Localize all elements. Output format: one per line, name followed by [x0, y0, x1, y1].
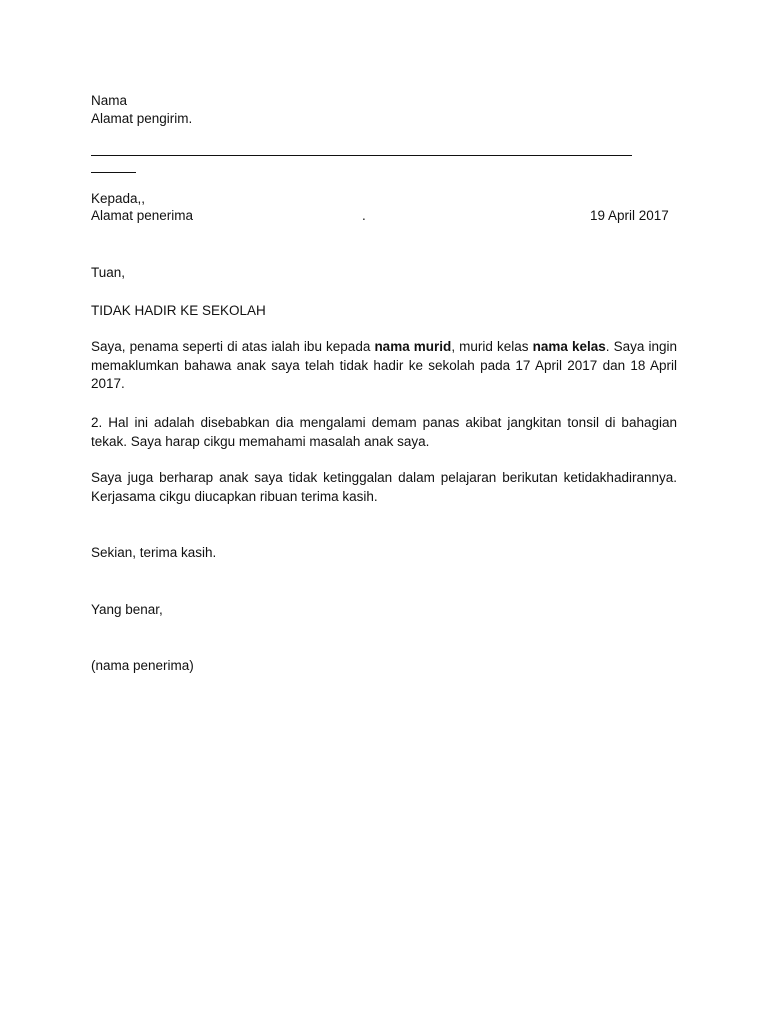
- paragraph-1: [91, 338, 677, 394]
- paragraph-1-part-2: , murid kelas: [451, 339, 533, 354]
- paragraph-2-text: 2. Hal ini adalah disebabkan dia mengalami demam panas akibat jangkitan tonsil di bahagian tekak. Saya harap cikgu memahami masalah anak saya.: [91, 415, 677, 449]
- class-name: nama kelas: [532, 339, 606, 354]
- sender-address: Alamat pengirim.: [91, 111, 193, 126]
- paragraph-3-text: Saya juga berharap anak saya tidak ketinggalan dalam pelajaran berikutan ketidakhadirannya. Kerjasama cikgu diucapkan ribuan terima kasih.: [91, 470, 677, 504]
- sender-name: Nama: [91, 93, 128, 108]
- recipient-address: Alamat penerima: [91, 208, 194, 223]
- recipient-to: Kepada,,: [91, 191, 146, 206]
- paragraph-1-part-3: . Saya ingin memaklumkan bahawa anak saya telah tidak hadir ke sekolah pada 17 April 2017 dan 18 April 2017.: [91, 339, 678, 391]
- subject-line: TIDAK HADIR KE SEKOLAH: [91, 303, 266, 318]
- address-rule-short: [91, 172, 136, 173]
- letter-date: 19 April 2017: [590, 208, 669, 223]
- address-rule-long: [91, 155, 632, 156]
- signoff-line: Yang benar,: [91, 602, 163, 617]
- signature-name: (nama penerima): [91, 658, 194, 673]
- recipient-separator: .: [362, 208, 366, 223]
- salutation: Tuan,: [91, 265, 126, 280]
- paragraph-3: [91, 469, 677, 506]
- paragraph-2: [91, 414, 677, 451]
- paragraph-1-part-1: Saya, penama seperti di atas ialah ibu kepada: [91, 339, 375, 354]
- student-name: nama murid: [374, 339, 452, 354]
- closing-line: Sekian, terima kasih.: [91, 545, 217, 560]
